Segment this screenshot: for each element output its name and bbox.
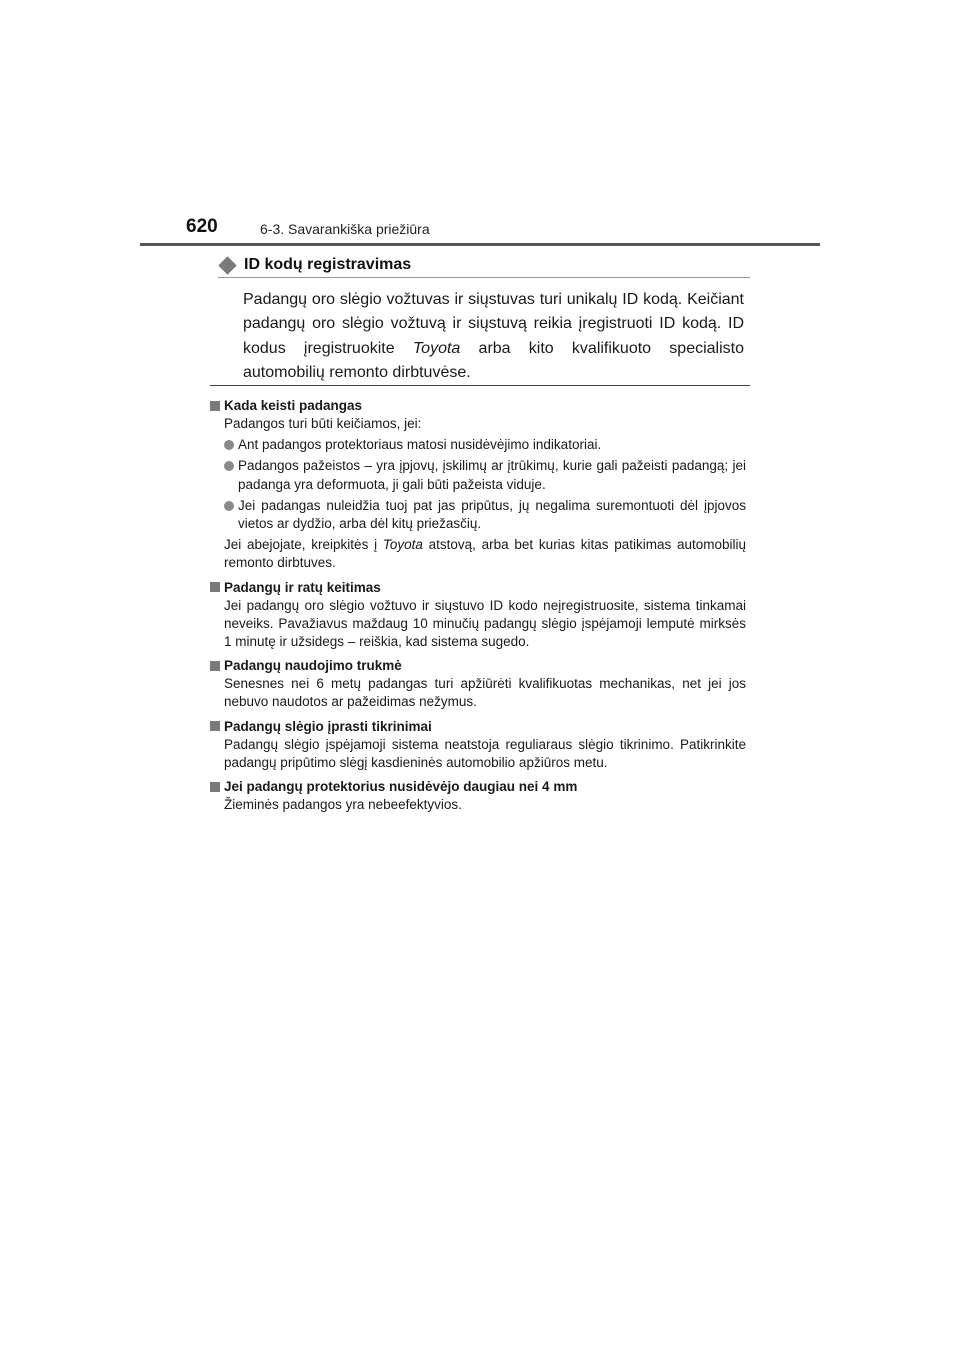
note-outro-part-1: Jei abejojate, kreipkitės į bbox=[224, 537, 383, 553]
list-item-text: Jei padangas nuleidžia tuoj pat jas pripūtus, jų negalima suremontuoti dėl įpjovos vietos ar dydžio, arba dėl kitų priežasčių. bbox=[238, 497, 746, 532]
note-intro: Padangos turi būti keičiamos, jei: bbox=[224, 416, 422, 431]
id-section-body bbox=[243, 288, 744, 386]
square-bullet-icon bbox=[210, 401, 220, 411]
note-text: Senesnes nei 6 metų padangas turi apžiūrėti kvalifikuotas mechanikas, net jei jos nebuvo naudotos ar pažeidimas nežymus. bbox=[224, 676, 746, 710]
note-text: Žieminės padangos yra nebeefektyvios. bbox=[224, 797, 462, 813]
note-outro bbox=[224, 536, 746, 572]
brand-name: Toyota bbox=[412, 339, 461, 357]
list-item bbox=[238, 497, 746, 533]
id-text-part-2: arba kito kvalifikuoto specialisto automobilių remonto dirbtuvėse. bbox=[243, 339, 744, 382]
note-title: Kada keisti padangas bbox=[224, 398, 363, 413]
square-bullet-icon bbox=[210, 582, 220, 592]
id-section-divider bbox=[218, 277, 750, 278]
note-title: Jei padangų protektorius nusidėvėjo daugiau nei 4 mm bbox=[224, 779, 578, 795]
id-code-registration-section bbox=[218, 254, 750, 386]
note-text: Jei padangų oro slėgio vožtuvo ir siųstuvo ID kodo neįregistruosite, sistema tinkamai neveiks. Pavažiavus maždaug 10 minučių padangų slėgio įspėjamoji lemputė mirksės 1 minutę ir užsidegs – reiškia, kad sistema sugedo. bbox=[224, 597, 746, 650]
circle-bullet-icon bbox=[224, 440, 234, 450]
square-bullet-icon bbox=[210, 721, 220, 731]
diamond-bullet-icon bbox=[218, 256, 236, 274]
list-item-text: Padangos pažeistos – yra įpjovų, įskilimų ar įtrūkimų, kurie gali pažeisti padangą; jei padanga yra deformuota, ji gali būti pažeista viduje. bbox=[238, 458, 746, 492]
note-heading bbox=[210, 578, 746, 597]
list-item bbox=[238, 436, 746, 454]
id-text-part-1: Padangų oro slėgio vožtuvas ir siųstuvas turi unikalų ID kodą. Keičiant padangų oro slėgio vožtuvą ir siųstuvą reikia įregistruoti ID kodą. ID kodus įregistruokite bbox=[243, 291, 744, 357]
section-divider bbox=[210, 385, 750, 386]
note-heading bbox=[210, 396, 746, 415]
note-outro-part-2: atstovą, arba bet kurias kitas patikimas automobilių remonto dirbtuves. bbox=[224, 537, 747, 571]
note-heading bbox=[210, 656, 746, 675]
note-title: Padangų slėgio įprasti tikrinimai bbox=[224, 718, 432, 734]
section-title: 6-3. Savarankiška priežiūra bbox=[260, 221, 430, 237]
note-text: Padangų slėgio įspėjamoji sistema neatstoja reguliaraus slėgio tikrinimo. Patikrinkite padangų pripūtimo slėgį kasdieninės automobilio apžiūros metu. bbox=[224, 736, 746, 770]
brand-name: Toyota bbox=[382, 537, 423, 553]
note-heading bbox=[210, 777, 746, 796]
page-number: 620 bbox=[186, 216, 218, 237]
circle-bullet-icon bbox=[224, 501, 234, 511]
square-bullet-icon bbox=[210, 782, 220, 792]
id-section-title: ID kodų registravimas bbox=[244, 256, 412, 273]
note-heading bbox=[210, 717, 746, 736]
note-title: Padangų naudojimo trukmė bbox=[224, 658, 402, 674]
header-divider bbox=[140, 243, 820, 246]
list-item bbox=[238, 457, 746, 493]
list-item-text: Ant padangos protektoriaus matosi nusidėvėjimo indikatoriai. bbox=[238, 437, 602, 453]
id-section-heading bbox=[218, 254, 750, 276]
note-title: Padangų ir ratų keitimas bbox=[224, 579, 381, 595]
notes-list bbox=[210, 394, 746, 814]
square-bullet-icon bbox=[210, 661, 220, 671]
circle-bullet-icon bbox=[224, 461, 234, 471]
